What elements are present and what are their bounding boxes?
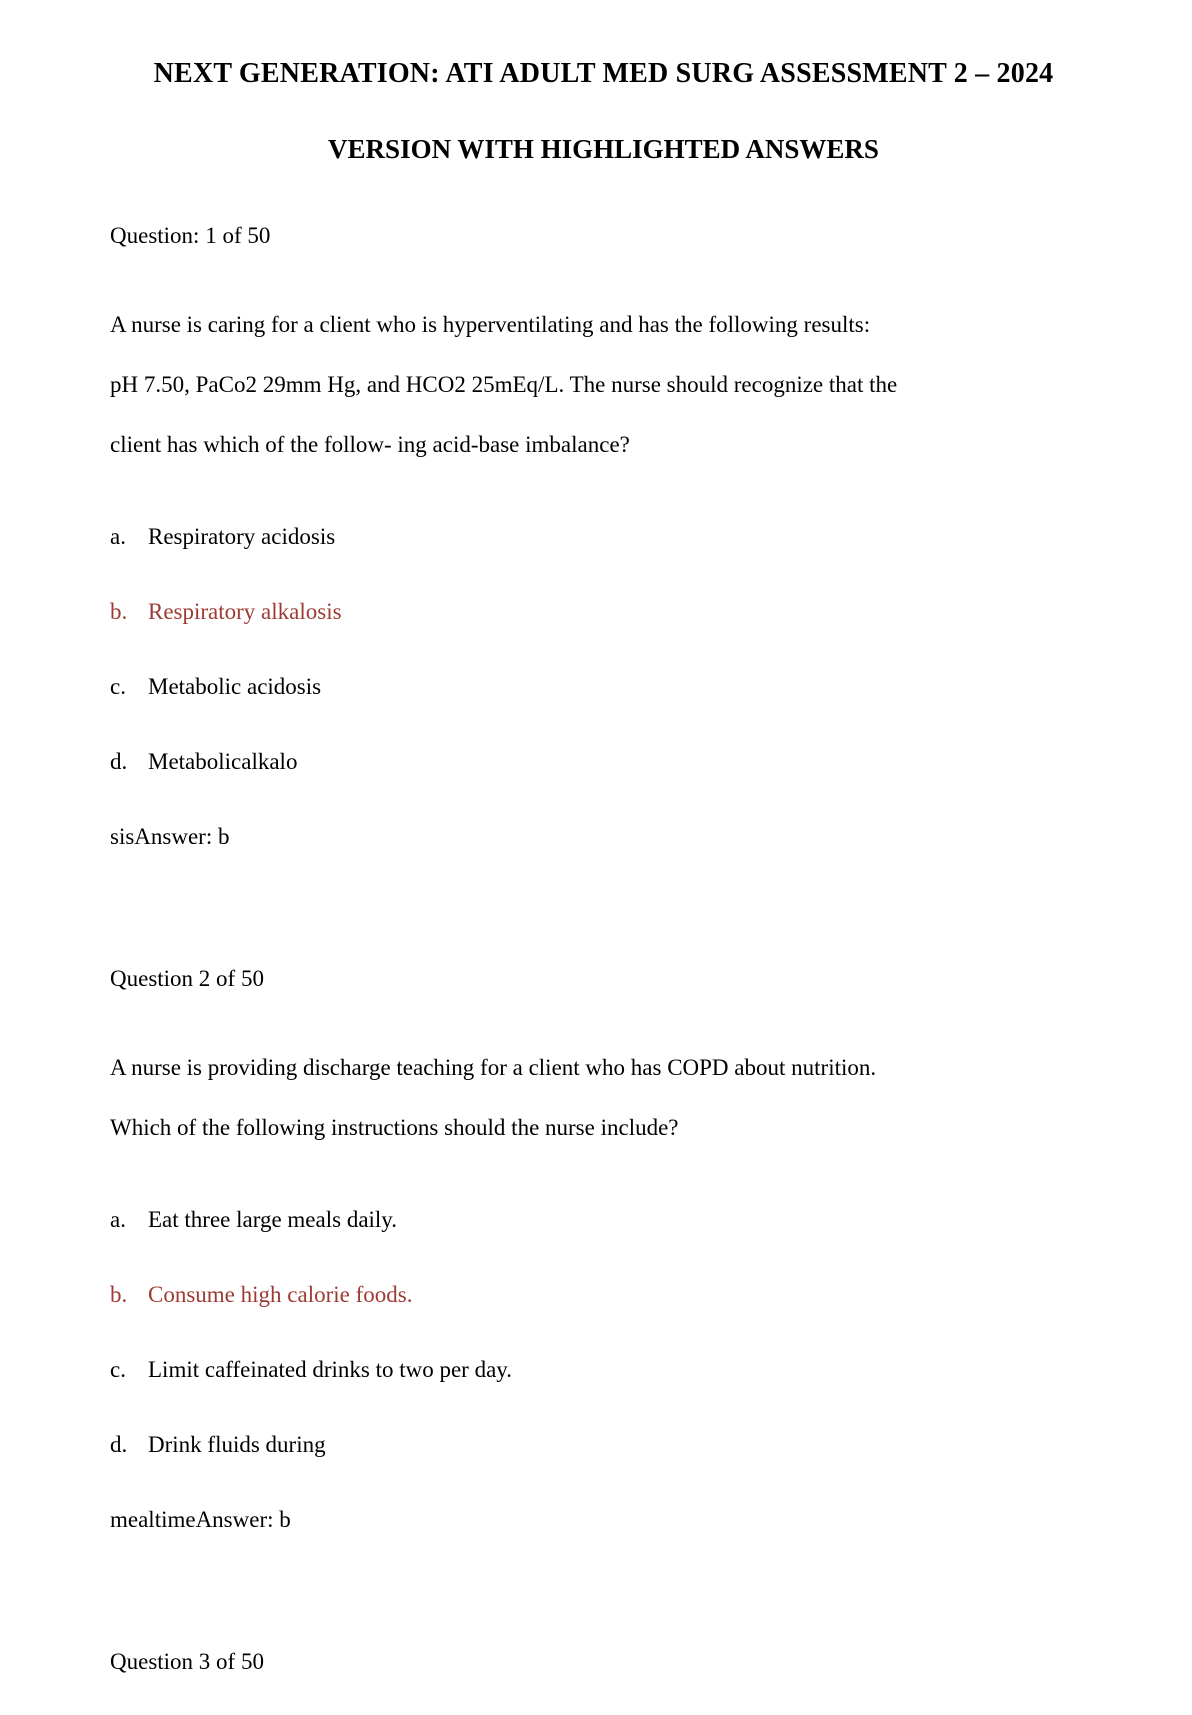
page-title: NEXT GENERATION: ATI ADULT MED SURG ASSESSMENT 2 – 2024 xyxy=(153,58,1054,89)
option-text: Consume high calorie foods. xyxy=(148,1282,413,1307)
page-subtitle: VERSION WITH HIGHLIGHTED ANSWERS xyxy=(328,134,879,164)
question-body-line: pH 7.50, PaCo2 29mm Hg, and HCO2 25mEq/L. The nurse should recognize that the xyxy=(110,372,898,397)
question-3-header: Question 3 of 50 xyxy=(110,1649,264,1674)
option-row xyxy=(110,1357,1097,1383)
section-spacer xyxy=(110,850,1097,908)
question-2-options xyxy=(110,1207,1097,1458)
option-text: Eat three large meals daily. xyxy=(148,1207,398,1232)
option-row xyxy=(110,1207,1097,1233)
option-text: Drink fluids during xyxy=(148,1432,326,1457)
question-1-body xyxy=(110,295,1097,475)
option-text: Metabolicalkalo xyxy=(148,749,298,774)
answer-line: sisAnswer: b xyxy=(110,824,230,849)
option-label: a. xyxy=(110,1207,126,1232)
question-body-line: Which of the following instructions should the nurse include? xyxy=(110,1115,679,1140)
question-1-header: Question: 1 of 50 xyxy=(110,223,271,248)
question-1-options xyxy=(110,524,1097,775)
answer-line: mealtimeAnswer: b xyxy=(110,1507,291,1532)
option-text: Respiratory acidosis xyxy=(148,524,336,549)
option-row-highlighted-answer xyxy=(110,599,1097,625)
option-text: Limit caffeinated drinks to two per day. xyxy=(148,1357,513,1382)
option-row xyxy=(110,1432,1097,1458)
option-row xyxy=(110,749,1097,775)
question-2-body xyxy=(110,1038,1097,1158)
option-label: a. xyxy=(110,524,126,549)
option-label: d. xyxy=(110,749,128,774)
question-body-line: A nurse is providing discharge teaching for a client who has COPD about nutrition. xyxy=(110,1055,877,1080)
option-label: b. xyxy=(110,1282,128,1307)
option-label: d. xyxy=(110,1432,128,1457)
option-label: b. xyxy=(110,599,128,624)
option-text: Respiratory alkalosis xyxy=(148,599,342,624)
option-row xyxy=(110,524,1097,550)
option-row xyxy=(110,674,1097,700)
question-2-header: Question 2 of 50 xyxy=(110,966,264,991)
option-row-highlighted-answer xyxy=(110,1282,1097,1308)
option-label: c. xyxy=(110,1357,126,1382)
section-spacer xyxy=(110,1533,1097,1591)
option-label: c. xyxy=(110,674,126,699)
question-body-line: A nurse is caring for a client who is hyperventilating and has the following results: xyxy=(110,312,871,337)
option-text: Metabolic acidosis xyxy=(148,674,322,699)
question-body-line: client has which of the follow- ing acid-base imbalance? xyxy=(110,432,630,457)
